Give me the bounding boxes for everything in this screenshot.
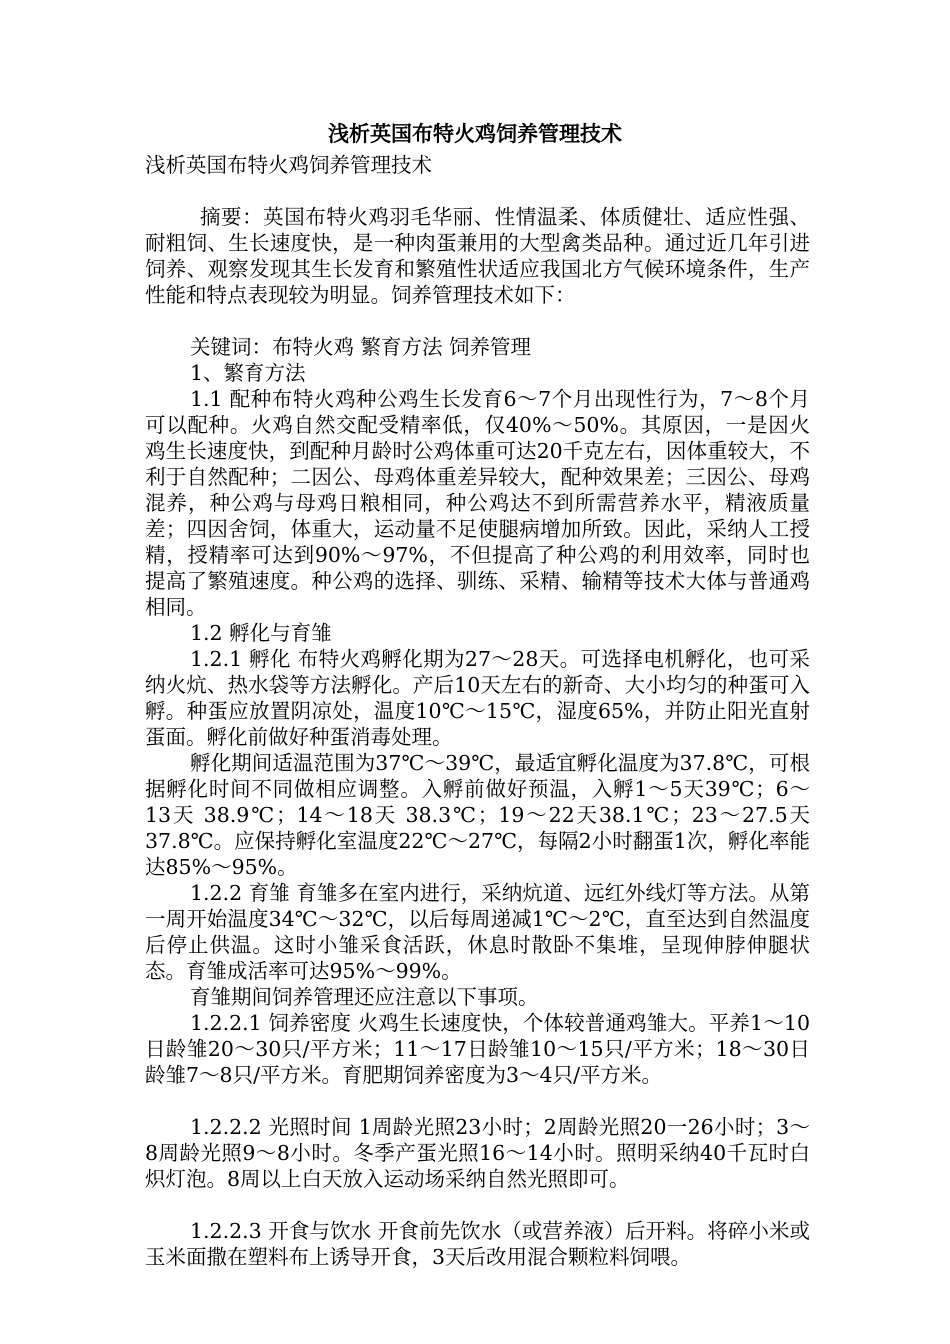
body-paragraph: 1.2.2.1 饲养密度 火鸡生长速度快，个体较普通鸡雏大。平养1～10日龄雏20～30只/平方米；11～17日龄雏10～15只/平方米；18～30日龄雏7～8只/平方米。育肥期饲养密度为3～4只/平方米。 [145,1011,810,1087]
section-heading: 1、繁育方法 [190,361,306,385]
body-paragraph: 1.2.2 育雏 育雏多在室内进行，采纳炕道、远红外线灯等方法。从第一周开始温度34℃～32℃，以后每周递减1℃～2℃，直至达到自然温度后停止供温。这时小雏采食活跃，休息时散卧不集堆，呈现伸脖伸腿状态。育雏成活率可达95%～99%。 [145,881,810,983]
subtitle: 浅析英国布特火鸡饲养管理技术 [145,153,432,177]
body-paragraph: 1.2.1 孵化 布特火鸡孵化期为27～28天。可选择电机孵化，也可采纳火炕、热水袋等方法孵化。产后10天左右的新奇、大小均匀的种蛋可入孵。种蛋应放置阴凉处，温度10℃～15℃，湿度65%，并防止阳光直射蛋面。孵化前做好种蛋消毒处理。 [145,647,810,749]
abstract-paragraph: 摘要：英国布特火鸡羽毛华丽、性情温柔、体质健壮、适应性强、耐粗饲、生长速度快，是一种肉蛋兼用的大型禽类品种。通过近几年引进饲养、观察发现其生长发育和繁殖性状适应我国北方气候环境条件，生产性能和特点表现较为明显。饲养管理技术如下： [145,205,810,307]
body-paragraph: 孵化期间适温范围为37℃～39℃，最适宜孵化温度为37.8℃，可根据孵化时间不同做相应调整。入孵前做好预温，入孵1～5天39℃；6～13天 38.9℃；14～18天 38.3℃；19～22天38.1℃；23～27.5天 37.8℃。应保持孵化室温度22℃～27℃，每隔2小时翻蛋1次，孵化率能达85%～95%。 [145,751,810,879]
spacer [145,308,810,334]
body-paragraph: 1.2.2.2 光照时间 1周龄光照23小时；2周龄光照20一26小时；3～8周龄光照9～8小时。冬季产蛋光照16～14小时。照明采纳40千瓦时白炽灯泡。8周以上白天放入运动场采纳自然光照即可。 [145,1115,810,1191]
body-paragraph: 育雏期间饲养管理还应注意以下事项。 [190,985,539,1009]
spacer [145,1088,810,1114]
body-paragraph: 1.1 配种布特火鸡种公鸡生长发育6～7个月出现性行为，7～8个月可以配种。火鸡自然交配受精率低，仅40%～50%。其原因，一是因火鸡生长速度快，到配种月龄时公鸡体重可达20千克左右，因体重较大，不利于自然配种；二因公、母鸡体重差异较大，配种效果差；三因公、母鸡混养，种公鸡与母鸡日粮相同，种公鸡达不到所需营养水平，精液质量差；四因舍饲，体重大，运动量不足使腿病增加所致。因此，采纳人工授精，授精率可达到90%～97%，不但提高了种公鸡的利用效率，同时也提高了繁殖速度。种公鸡的选择、驯练、采精、输精等技术大体与普通鸡相同。 [145,387,810,619]
document-body [145,152,810,1270]
document-title: 浅析英国布特火鸡饲养管理技术 [328,122,622,146]
section-heading: 1.2 孵化与育雏 [190,621,332,645]
keywords-line: 关键词：布特火鸡 繁育方法 饲养管理 [190,335,532,359]
spacer [145,1192,810,1218]
body-paragraph: 1.2.2.3 开食与饮水 开食前先饮水（或营养液）后开料。将碎小米或玉米面撒在塑料布上诱导开食，3天后改用混合颗粒料饲喂。 [145,1219,810,1269]
